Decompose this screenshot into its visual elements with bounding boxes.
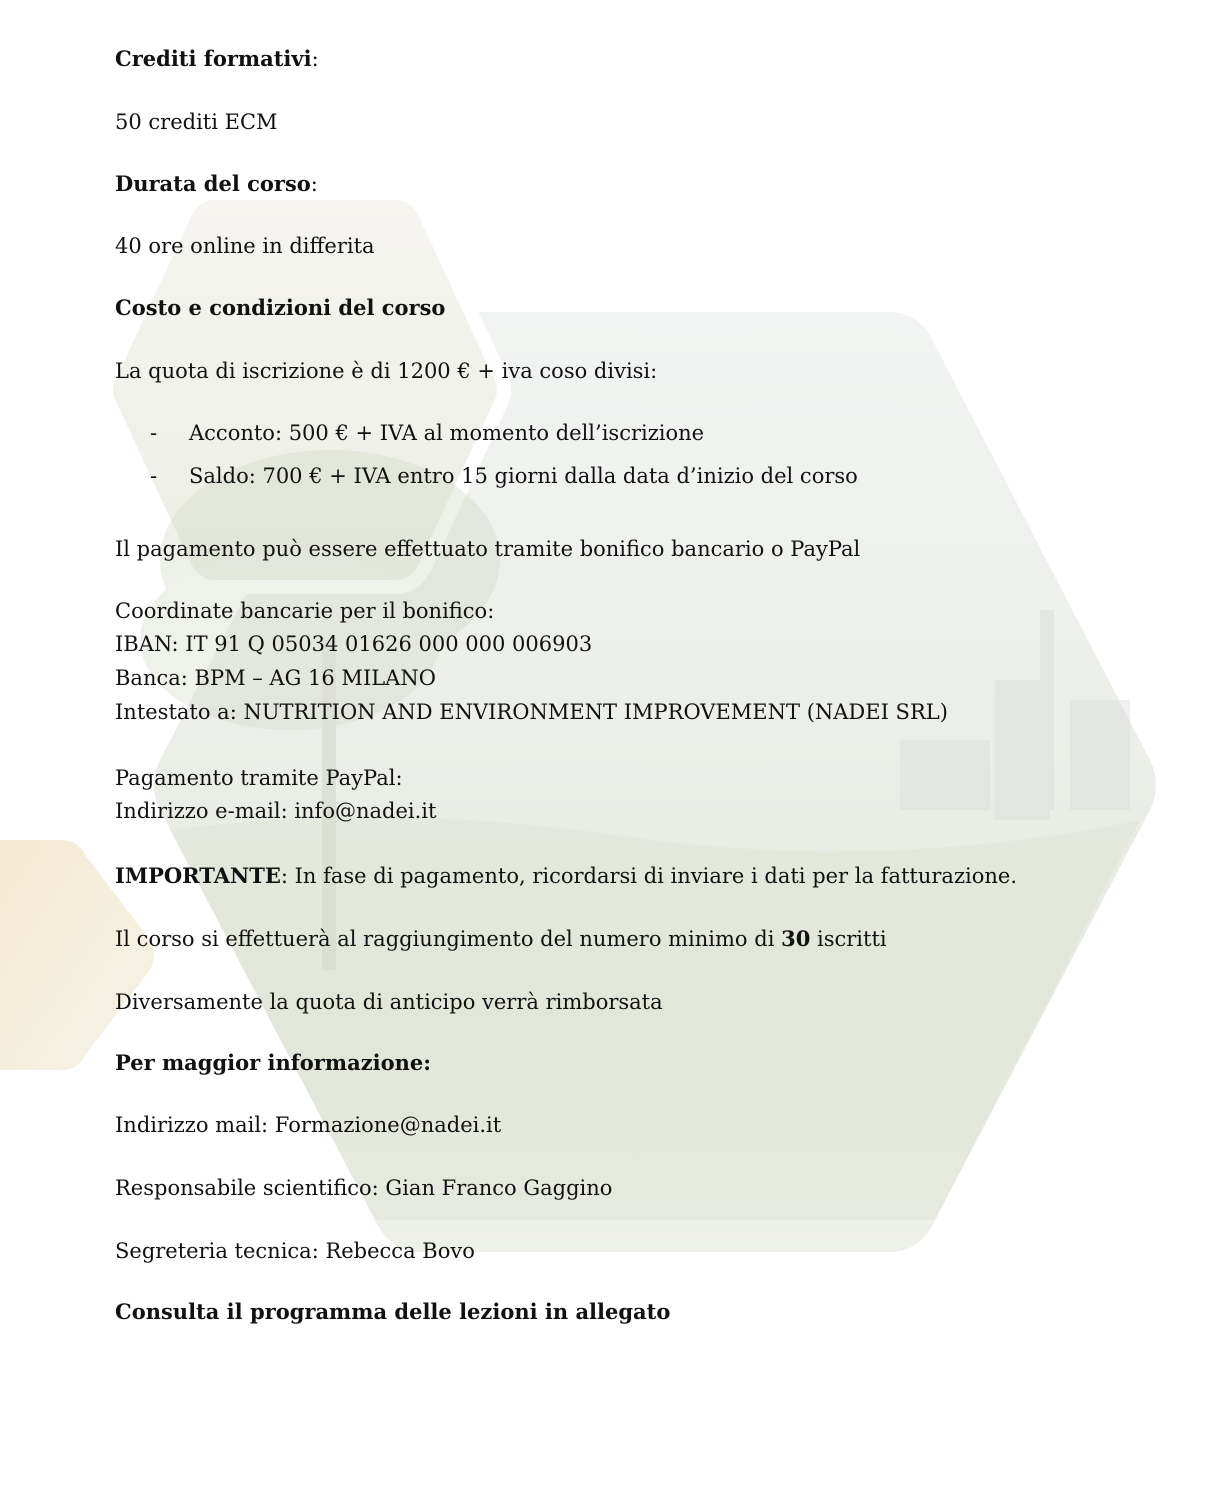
paypal-title: Pagamento tramite PayPal: (115, 766, 403, 790)
durata-heading: Durata del corso (115, 171, 311, 196)
bullet-marker: - (150, 421, 158, 445)
info-responsabile: Responsabile scientifico: Gian Franco Gaggino (115, 1176, 613, 1200)
iban: IBAN: IT 91 Q 05034 01626 000 000 006903 (115, 632, 593, 656)
importante-text: : In fase di pagamento, ricordarsi di inviare i dati per la fatturazione. (280, 864, 1017, 888)
costo-intro: La quota di iscrizione è di 1200 € + iva coso divisi: (115, 359, 658, 383)
importante-label: IMPORTANTE (115, 863, 281, 888)
costo-heading: Costo e condizioni del corso (115, 295, 446, 320)
bullet-marker: - (150, 464, 158, 488)
bullet-acconto (150, 419, 705, 447)
info-segreteria: Segreteria tecnica: Rebecca Bovo (115, 1239, 475, 1263)
paypal-email: Indirizzo e-mail: info@nadei.it (115, 799, 437, 823)
banca: Banca: BPM – AG 16 MILANO (115, 666, 436, 690)
info-heading: Per maggior informazione: (115, 1050, 431, 1075)
durata-heading-line (115, 170, 318, 198)
iscritti-after: iscritti (810, 927, 887, 951)
bullet-saldo (150, 462, 858, 490)
bank-title: Coordinate bancarie per il bonifico: (115, 599, 495, 623)
bullet-acconto-text: Acconto: 500 € + IVA al momento dell’iscrizione (189, 421, 705, 445)
crediti-colon: : (311, 47, 319, 71)
bullet-saldo-text: Saldo: 700 € + IVA entro 15 giorni dalla data d’inizio del corso (189, 464, 858, 488)
info-mail: Indirizzo mail: Formazione@nadei.it (115, 1113, 502, 1137)
iscritti-number: 30 (781, 926, 811, 951)
crediti-heading: Crediti formativi (115, 46, 312, 71)
crediti-value: 50 crediti ECM (115, 110, 278, 134)
durata-value: 40 ore online in differita (115, 234, 375, 258)
crediti-heading-line (115, 45, 319, 73)
durata-colon: : (310, 172, 318, 196)
importante-line (115, 862, 1017, 890)
intestato: Intestato a: NUTRITION AND ENVIRONMENT IMPROVEMENT (NADEI SRL) (115, 700, 948, 724)
programma-note: Consulta il programma delle lezioni in allegato (115, 1299, 671, 1324)
iscritti-line (115, 925, 887, 953)
rimborso: Diversamente la quota di anticipo verrà rimborsata (115, 990, 663, 1014)
payment-methods: Il pagamento può essere effettuato tramite bonifico bancario o PayPal (115, 537, 861, 561)
iscritti-before: Il corso si effettuerà al raggiungimento del numero minimo di (115, 927, 782, 951)
